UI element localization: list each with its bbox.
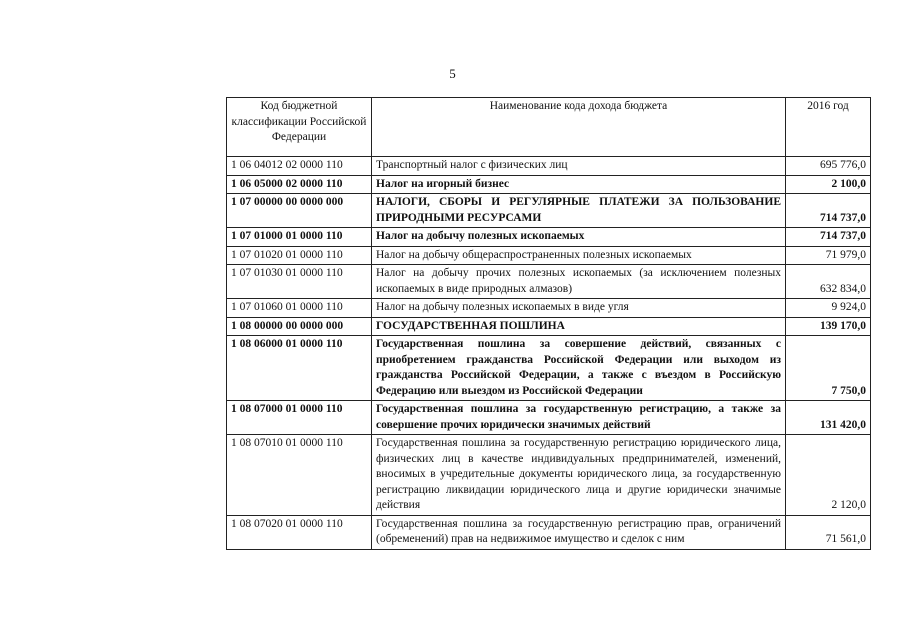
table-header-row (227, 98, 871, 157)
code-cell: 1 08 07000 01 0000 110 (227, 401, 372, 435)
code-cell: 1 08 06000 01 0000 110 (227, 336, 372, 401)
name-cell: Государственная пошлина за совершение действий, связанных с приобретением гражданства Российской Федерации или выходом из гражданства Российской Федерации, а также с въездом в Российскую Федерацию или выездом из Российской Федерации (372, 336, 786, 401)
table-row (227, 299, 871, 318)
value-cell: 71 979,0 (786, 246, 871, 265)
table-row (227, 336, 871, 401)
code-cell: 1 06 05000 02 0000 110 (227, 175, 372, 194)
table-row (227, 157, 871, 176)
code-cell: 1 07 01030 01 0000 110 (227, 265, 372, 299)
value-cell: 714 737,0 (786, 228, 871, 247)
name-cell: Налог на добычу общераспространенных полезных ископаемых (372, 246, 786, 265)
name-cell: Транспортный налог с физических лиц (372, 157, 786, 176)
value-cell: 714 737,0 (786, 194, 871, 228)
value-cell: 9 924,0 (786, 299, 871, 318)
table-row (227, 515, 871, 549)
table-row (227, 435, 871, 516)
name-cell: Налог на добычу прочих полезных ископаемых (за исключением полезных ископаемых в виде природных алмазов) (372, 265, 786, 299)
code-cell: 1 08 07010 01 0000 110 (227, 435, 372, 516)
table-row (227, 246, 871, 265)
code-cell: 1 08 00000 00 0000 000 (227, 317, 372, 336)
name-cell: Государственная пошлина за государственную регистрацию юридического лица, физических лиц в качестве индивидуальных предпринимателей, изменений, вносимых в учредительные документы юридического лица, за государственную регистрацию ликвидации юридического лица и другие юридически значимые действия (372, 435, 786, 516)
header-name: Наименование кода дохода бюджета (372, 98, 786, 157)
table-row (227, 194, 871, 228)
code-cell: 1 07 01020 01 0000 110 (227, 246, 372, 265)
budget-table (226, 97, 871, 550)
name-cell: Государственная пошлина за государственную регистрацию прав, ограничений (обременений) прав на недвижимое имущество и сделок с ним (372, 515, 786, 549)
name-cell: НАЛОГИ, СБОРЫ И РЕГУЛЯРНЫЕ ПЛАТЕЖИ ЗА ПОЛЬЗОВАНИЕ ПРИРОДНЫМИ РЕСУРСАМИ (372, 194, 786, 228)
value-cell: 695 776,0 (786, 157, 871, 176)
table-row (227, 401, 871, 435)
value-cell: 632 834,0 (786, 265, 871, 299)
value-cell: 2 120,0 (786, 435, 871, 516)
value-cell: 139 170,0 (786, 317, 871, 336)
code-cell: 1 07 01000 01 0000 110 (227, 228, 372, 247)
header-code: Код бюджетной классификации Российской Федерации (227, 98, 372, 157)
table-row (227, 317, 871, 336)
value-cell: 131 420,0 (786, 401, 871, 435)
name-cell: Налог на добычу полезных ископаемых в виде угля (372, 299, 786, 318)
code-cell: 1 07 00000 00 0000 000 (227, 194, 372, 228)
table-row (227, 228, 871, 247)
table-row (227, 265, 871, 299)
code-cell: 1 08 07020 01 0000 110 (227, 515, 372, 549)
header-year: 2016 год (786, 98, 871, 157)
value-cell: 71 561,0 (786, 515, 871, 549)
value-cell: 2 100,0 (786, 175, 871, 194)
value-cell: 7 750,0 (786, 336, 871, 401)
code-cell: 1 06 04012 02 0000 110 (227, 157, 372, 176)
table-row (227, 175, 871, 194)
page-number: 5 (449, 66, 456, 81)
name-cell: Государственная пошлина за государственную регистрацию, а также за совершение прочих юридически значимых действий (372, 401, 786, 435)
code-cell: 1 07 01060 01 0000 110 (227, 299, 372, 318)
name-cell: ГОСУДАРСТВЕННАЯ ПОШЛИНА (372, 317, 786, 336)
name-cell: Налог на игорный бизнес (372, 175, 786, 194)
name-cell: Налог на добычу полезных ископаемых (372, 228, 786, 247)
